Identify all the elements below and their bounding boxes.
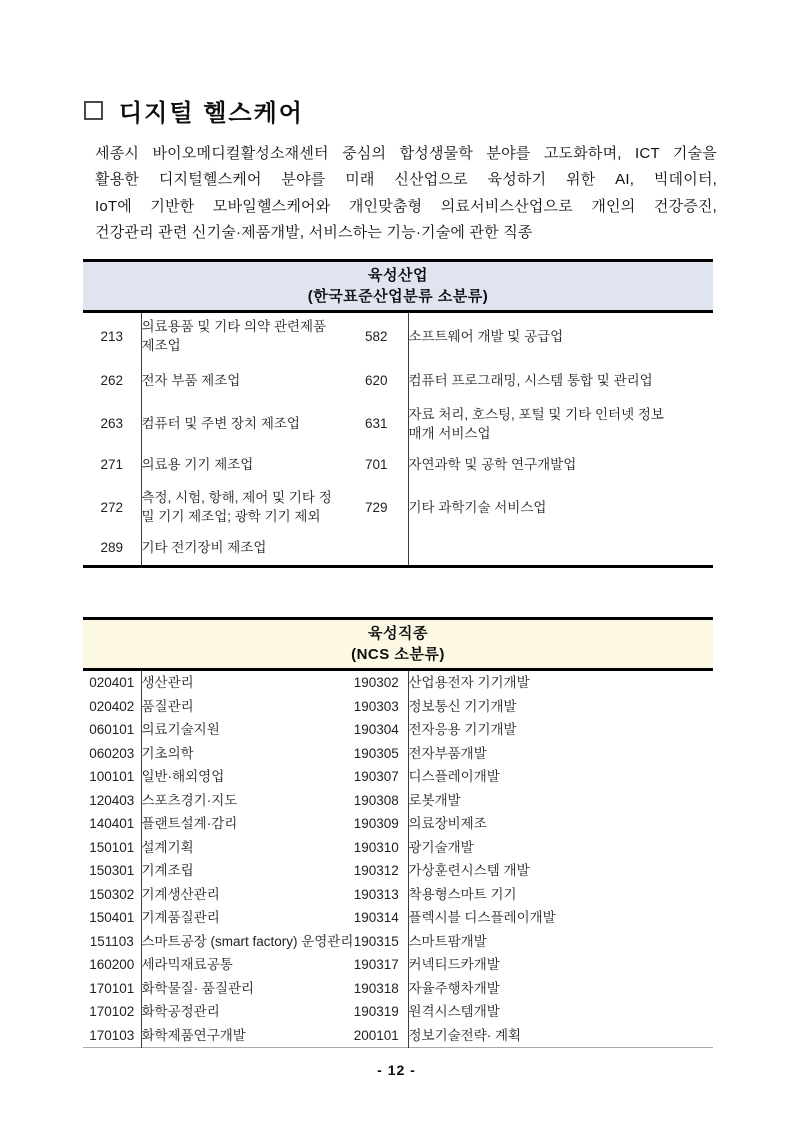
name-cell: 자연과학 및 공학 연구개발업 <box>408 457 577 472</box>
code-cell: 271 <box>83 446 141 483</box>
code-cell: 060203 <box>83 742 141 766</box>
name-cell: 화학물질· 품질관리 <box>141 980 255 996</box>
name-cell: 소프트웨어 개발 및 공급업 <box>408 328 564 344</box>
code-cell: 190307 <box>345 765 408 789</box>
code-cell: 190318 <box>345 977 408 1001</box>
occupation-table-header <box>83 617 713 671</box>
name-cell: 기계생산관리 <box>141 886 220 902</box>
table-subtitle: (NCS 소분류) <box>351 646 445 663</box>
code-cell: 160200 <box>83 953 141 977</box>
table-row <box>83 695 713 719</box>
name-cell: 스마트팜개발 <box>408 933 487 949</box>
intro-paragraph <box>95 141 717 247</box>
name-cell: 스마트공장 (smart factory) 운영관리 <box>141 933 354 949</box>
code-cell: 170102 <box>83 1000 141 1024</box>
name-cell: 의료기술지원 <box>141 722 220 738</box>
code-cell: 170101 <box>83 977 141 1001</box>
name-cell: 컴퓨터 프로그래밍, 시스템 통합 및 관리업 <box>408 372 653 388</box>
code-cell: 190303 <box>345 695 408 719</box>
name-cell: 원격시스템개발 <box>408 1004 500 1020</box>
intro-line: 건강관리 관련 신기술·제품개발, 서비스하는 기능·기술에 관한 직종 <box>95 224 533 242</box>
code-cell: 140401 <box>83 812 141 836</box>
table-row <box>83 906 713 930</box>
name-cell: 플렉시블 디스플레이개발 <box>408 910 556 926</box>
code-cell: 190304 <box>345 718 408 742</box>
code-cell: 263 <box>83 401 141 446</box>
code-cell: 190302 <box>345 671 408 695</box>
code-cell: 701 <box>345 446 408 483</box>
table-row <box>83 671 713 695</box>
name-cell: 세라믹재료공통 <box>141 957 233 973</box>
code-cell: 150301 <box>83 859 141 883</box>
code-cell: 190313 <box>345 883 408 907</box>
table-row <box>83 401 713 446</box>
name-cell: 설계기획 <box>141 839 194 855</box>
code-cell: 120403 <box>83 789 141 813</box>
code-cell <box>345 531 408 566</box>
table-row <box>83 883 713 907</box>
table-row <box>83 789 713 813</box>
name-cell: 의료장비제조 <box>408 816 487 832</box>
name-cell: 전자부품개발 <box>408 745 487 761</box>
code-cell: 100101 <box>83 765 141 789</box>
name-cell: 착용형스마트 기기 <box>408 886 517 902</box>
name-cell: 컴퓨터 및 주변 장치 제조업 <box>141 416 300 431</box>
name-cell: 산업용전자 기기개발 <box>408 675 530 691</box>
code-cell: 631 <box>345 401 408 446</box>
code-cell: 272 <box>83 483 141 531</box>
code-cell: 262 <box>83 359 141 401</box>
code-cell: 190319 <box>345 1000 408 1024</box>
occupation-table <box>83 617 713 1048</box>
table-row <box>83 359 713 401</box>
code-cell: 190310 <box>345 836 408 860</box>
table-title: 육성직종 <box>368 625 428 642</box>
name-cell: 의료용 기기 제조업 <box>141 457 254 472</box>
name-cell: 정보통신 기기개발 <box>408 698 517 714</box>
code-cell: 020401 <box>83 671 141 695</box>
name-cell: 기타 과학기술 서비스업 <box>408 499 547 515</box>
section-title <box>84 93 304 128</box>
name-cell: 품질관리 <box>141 698 194 714</box>
code-cell: 200101 <box>345 1024 408 1048</box>
code-cell: 150101 <box>83 836 141 860</box>
page-number: - 12 - <box>377 1062 416 1078</box>
code-cell: 150302 <box>83 883 141 907</box>
table-row <box>83 531 713 566</box>
name-cell: 광기술개발 <box>408 839 474 855</box>
table-row <box>83 313 713 359</box>
table-row <box>83 446 713 483</box>
table-title: 육성산업 <box>368 267 428 284</box>
name-cell: 스포츠경기·지도 <box>141 792 238 808</box>
name-cell: 로봇개발 <box>408 792 461 808</box>
table-row <box>83 812 713 836</box>
table-row <box>83 977 713 1001</box>
name-cell: 전자응용 기기개발 <box>408 722 517 738</box>
table-subtitle: (한국표준산업분류 소분류) <box>307 288 489 305</box>
name-cell: 디스플레이개발 <box>408 769 500 785</box>
name-cell: 생산관리 <box>141 675 194 691</box>
table-row <box>83 859 713 883</box>
intro-line: 활용한 디지털헬스케어 분야를 미래 신산업으로 육성하기 위한 AI, 빅데이터, <box>95 171 717 189</box>
name-cell <box>408 531 713 566</box>
table-row <box>83 1024 713 1048</box>
name-cell: 전자 부품 제조업 <box>141 372 241 388</box>
intro-line: 세종시 바이오메디컬활성소재센터 중심의 합성생물학 분야를 고도화하며, ICT 기술을 <box>95 145 717 162</box>
name-cell: 화학공정관리 <box>141 1004 220 1020</box>
table-row <box>83 930 713 954</box>
code-cell: 060101 <box>83 718 141 742</box>
industry-table-header <box>83 259 713 313</box>
square-bullet-icon <box>84 101 103 120</box>
code-cell: 729 <box>345 483 408 531</box>
table-row <box>83 765 713 789</box>
occupation-table-grid <box>83 671 713 1048</box>
code-cell: 213 <box>83 313 141 359</box>
name-cell: 기계조립 <box>141 863 194 879</box>
page-title: 디지털 헬스케어 <box>119 100 304 127</box>
name-cell: 기타 전기장비 제조업 <box>141 540 267 556</box>
name-cell: 자료 처리, 호스팅, 포털 및 기타 인터넷 정보 매개 서비스업 <box>408 406 664 441</box>
name-cell: 커넥티드카개발 <box>408 957 500 973</box>
code-cell: 190312 <box>345 859 408 883</box>
name-cell: 정보기술전략· 계획 <box>408 1027 522 1043</box>
table-row <box>83 1000 713 1024</box>
intro-line: IoT에 기반한 모바일헬스케어와 개인맞춤형 의료서비스산업으로 개인의 건강증진, <box>95 197 717 215</box>
name-cell: 화학제품연구개발 <box>141 1027 246 1043</box>
code-cell: 150401 <box>83 906 141 930</box>
code-cell: 151103 <box>83 930 141 954</box>
name-cell: 측정, 시험, 항해, 제어 및 기타 정밀 기기 제조업; 광학 기기 제외 <box>141 490 332 524</box>
name-cell: 자율주행차개발 <box>408 980 500 996</box>
name-cell: 가상훈련시스템 개발 <box>408 863 530 879</box>
code-cell: 190317 <box>345 953 408 977</box>
code-cell: 190315 <box>345 930 408 954</box>
table-row <box>83 718 713 742</box>
industry-table-grid <box>83 313 713 568</box>
table-row <box>83 953 713 977</box>
code-cell: 289 <box>83 531 141 566</box>
industry-table <box>83 259 713 568</box>
code-cell: 190308 <box>345 789 408 813</box>
table-row <box>83 483 713 531</box>
code-cell: 620 <box>345 359 408 401</box>
code-cell: 190305 <box>345 742 408 766</box>
name-cell: 기초의학 <box>141 745 194 761</box>
code-cell: 020402 <box>83 695 141 719</box>
table-row <box>83 836 713 860</box>
name-cell: 의료용품 및 기타 의약 관련제품 제조업 <box>141 319 327 353</box>
name-cell: 기계품질관리 <box>141 910 220 926</box>
code-cell: 582 <box>345 313 408 359</box>
code-cell: 170103 <box>83 1024 141 1048</box>
code-cell: 190309 <box>345 812 408 836</box>
table-row <box>83 742 713 766</box>
name-cell: 일반·해외영업 <box>141 769 225 785</box>
name-cell: 플랜트설계·감리 <box>141 816 238 832</box>
code-cell: 190314 <box>345 906 408 930</box>
